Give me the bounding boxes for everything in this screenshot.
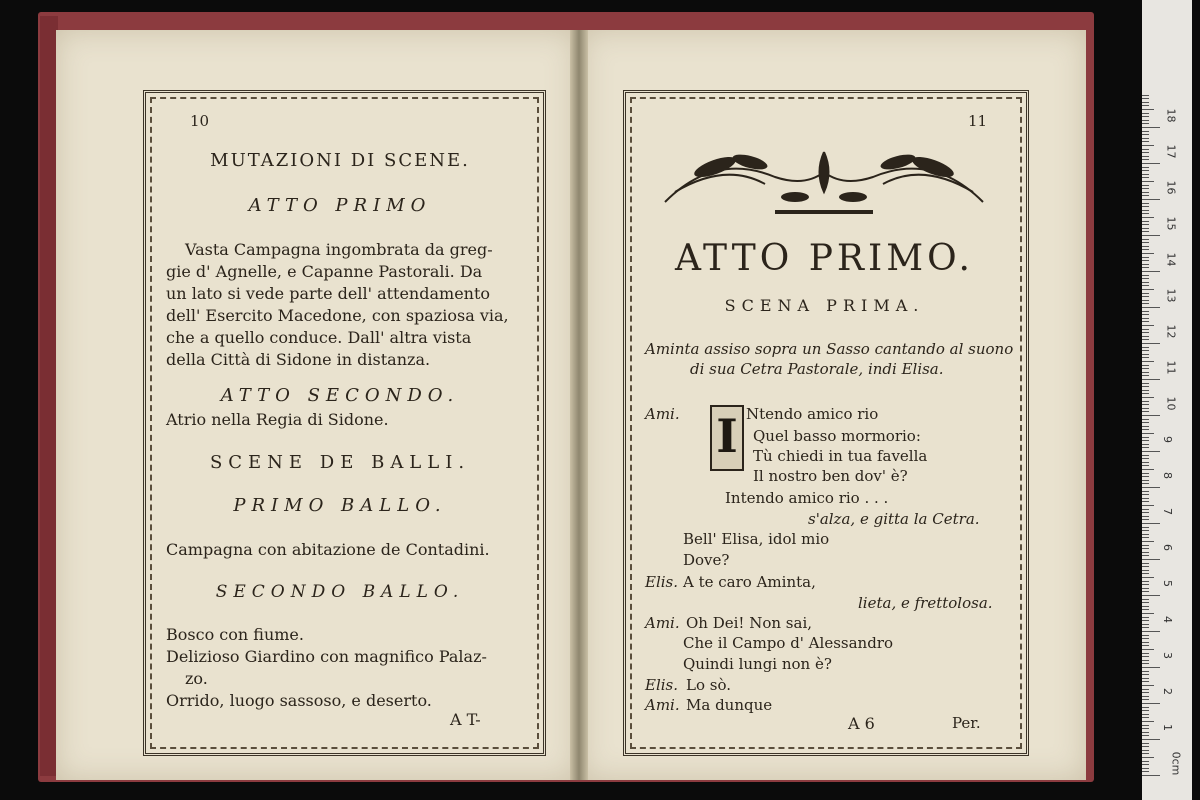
speaker-ami-1: Ami. [645, 405, 680, 423]
primo-ballo-text: Campagna con abitazione de Contadini. [166, 540, 490, 559]
ruler-minor-tick [1142, 408, 1149, 409]
verse-line-5: Intendo amico rio . . . [725, 489, 889, 507]
ruler-minor-tick [1142, 501, 1149, 502]
ruler-minor-tick [1142, 311, 1149, 312]
ruler-minor-tick [1142, 210, 1149, 211]
ruler-minor-tick [1142, 505, 1154, 506]
ruler-minor-tick [1142, 145, 1154, 146]
ruler-minor-tick [1142, 372, 1149, 373]
ruler-minor-tick [1142, 141, 1149, 142]
ruler-minor-tick [1142, 530, 1149, 531]
ruler-label: 10 [1164, 396, 1178, 411]
act2-heading: ATTO SECONDO. [220, 385, 460, 406]
ruler-label: 16 [1164, 180, 1178, 195]
secondo-ballo-heading: SECONDO BALLO. [215, 582, 465, 602]
ruler-minor-tick [1142, 260, 1149, 261]
left-catchword: A T- [450, 710, 481, 729]
ruler-minor-tick [1142, 314, 1149, 315]
ruler-minor-tick [1142, 134, 1149, 135]
ruler-minor-tick [1142, 480, 1149, 481]
ruler-minor-tick [1142, 699, 1149, 700]
ruler-label: 11 [1164, 360, 1178, 375]
ruler-minor-tick [1142, 282, 1149, 283]
ruler-minor-tick [1142, 131, 1149, 132]
ruler-minor-tick [1142, 275, 1149, 276]
ruler-label: 14 [1164, 252, 1178, 267]
ruler-minor-tick [1142, 725, 1149, 726]
ruler-minor-tick [1142, 170, 1149, 171]
ruler-major-tick [1142, 631, 1160, 632]
ruler-minor-tick [1142, 660, 1149, 661]
act1-line-5: che a quello conduce. Dall' altra vista [166, 328, 472, 347]
verse-line-10: Che il Campo d' Alessandro [683, 634, 893, 652]
ruler-minor-tick [1142, 606, 1149, 607]
ruler-minor-tick [1142, 397, 1154, 398]
ruler-label: 8 [1161, 472, 1174, 479]
act1-line-1: Vasta Campagna ingombrata da greg- [185, 240, 493, 259]
ruler-minor-tick [1142, 365, 1149, 366]
ruler-minor-tick [1142, 462, 1149, 463]
speaker-ami-3: Ami. [645, 696, 680, 714]
ruler-minor-tick [1142, 599, 1149, 600]
ruler-minor-tick [1142, 638, 1149, 639]
ruler-minor-tick [1142, 498, 1149, 499]
verse-line-11: Quindi lungi non è? [683, 655, 832, 673]
ruler-major-tick [1142, 739, 1160, 740]
ruler-minor-tick [1142, 221, 1149, 222]
speaker-elis-2: Elis. [645, 676, 679, 694]
ruler-minor-tick [1142, 303, 1149, 304]
ruler-minor-tick [1142, 116, 1149, 117]
act1-heading: ATTO PRIMO [248, 195, 432, 216]
ruler-minor-tick [1142, 764, 1149, 765]
ruler-minor-tick [1142, 185, 1149, 186]
ruler-minor-tick [1142, 447, 1149, 448]
ruler-minor-tick [1142, 627, 1149, 628]
ruler-minor-tick [1142, 113, 1149, 114]
ruler-minor-tick [1142, 296, 1149, 297]
floral-ornament-headpiece [655, 132, 993, 224]
ruler-minor-tick [1142, 321, 1149, 322]
act1-line-2: gie d' Agnelle, e Capanne Pastorali. Da [166, 262, 483, 281]
ruler-minor-tick [1142, 527, 1149, 528]
ruler-minor-tick [1142, 674, 1149, 675]
ruler-minor-tick [1142, 537, 1149, 538]
ruler-minor-tick [1142, 743, 1149, 744]
ruler-minor-tick [1142, 465, 1149, 466]
verse-line-1: Ntendo amico rio [746, 405, 879, 423]
ruler-major-tick [1142, 415, 1160, 416]
direction-lieta: lieta, e frettolosa. [858, 594, 993, 612]
ruler-minor-tick [1142, 224, 1149, 225]
direction-rises: s'alza, e gitta la Cetra. [808, 510, 980, 528]
verse-line-8: A te caro Aminta, [683, 573, 816, 591]
ruler-minor-tick [1142, 375, 1149, 376]
ruler-minor-tick [1142, 645, 1149, 646]
ruler-minor-tick [1142, 642, 1149, 643]
ruler-minor-tick [1142, 541, 1154, 542]
ruler-minor-tick [1142, 455, 1149, 456]
ruler-minor-tick [1142, 264, 1149, 265]
ruler-minor-tick [1142, 534, 1149, 535]
right-page-number: 11 [968, 112, 988, 130]
act1-line-6: della Città di Sidone in distanza. [166, 350, 431, 369]
ruler-minor-tick [1142, 552, 1149, 553]
ruler-minor-tick [1142, 192, 1149, 193]
ruler-minor-tick [1142, 213, 1149, 214]
ruler-minor-tick [1142, 246, 1149, 247]
ruler-minor-tick [1142, 761, 1149, 762]
ruler-minor-tick [1142, 617, 1149, 618]
ruler-minor-tick [1142, 473, 1149, 474]
ruler-minor-tick [1142, 368, 1149, 369]
ruler-minor-tick [1142, 401, 1149, 402]
ruler-minor-tick [1142, 195, 1149, 196]
ruler-minor-tick [1142, 469, 1154, 470]
ruler-minor-tick [1142, 336, 1149, 337]
ruler-minor-tick [1142, 573, 1149, 574]
ruler-label: 1 [1161, 724, 1174, 731]
ruler-minor-tick [1142, 390, 1149, 391]
ruler-minor-tick [1142, 174, 1149, 175]
verse-line-3: Tù chiedi in tua favella [753, 447, 928, 465]
ruler-minor-tick [1142, 728, 1149, 729]
ruler-minor-tick [1142, 325, 1154, 326]
ruler-minor-tick [1142, 563, 1149, 564]
book-gutter [570, 30, 588, 780]
scene-title: SCENA PRIMA. [724, 296, 925, 315]
ruler-minor-tick [1142, 692, 1149, 693]
ruler-label: 18 [1164, 108, 1178, 123]
ruler-minor-tick [1142, 696, 1149, 697]
signature-mark: A 6 [848, 714, 875, 733]
ruler-minor-tick [1142, 750, 1149, 751]
ruler-minor-tick [1142, 757, 1154, 758]
ruler-minor-tick [1142, 231, 1149, 232]
ruler-minor-tick [1142, 239, 1149, 240]
verse-line-2: Quel basso mormorio: [753, 427, 921, 445]
secondo-ballo-line-3: zo. [185, 669, 208, 688]
ruler-minor-tick [1142, 339, 1149, 340]
ruler-minor-tick [1142, 656, 1149, 657]
ruler-minor-tick [1142, 102, 1149, 103]
verse-line-7: Dove? [683, 551, 730, 569]
ruler-minor-tick [1142, 721, 1154, 722]
speaker-ami-2: Ami. [645, 614, 680, 632]
ruler-minor-tick [1142, 685, 1154, 686]
ruler-minor-tick [1142, 138, 1149, 139]
ruler-minor-tick [1142, 577, 1154, 578]
ruler-minor-tick [1142, 267, 1149, 268]
ruler-minor-tick [1142, 188, 1149, 189]
secondo-ballo-line-4: Orrido, luogo sassoso, e deserto. [166, 691, 432, 710]
ruler-minor-tick [1142, 167, 1149, 168]
ruler-minor-tick [1142, 293, 1149, 294]
ruler-label: 17 [1164, 144, 1178, 159]
ruler-label: 13 [1164, 288, 1178, 303]
ruler-major-tick [1142, 235, 1160, 236]
ruler-minor-tick [1142, 566, 1149, 567]
ruler-minor-tick [1142, 588, 1149, 589]
ruler-minor-tick [1142, 203, 1149, 204]
ruler-minor-tick [1142, 609, 1149, 610]
right-catchword: Per. [952, 714, 981, 732]
ruler-label: 9 [1161, 436, 1174, 443]
ruler-minor-tick [1142, 228, 1149, 229]
ruler-minor-tick [1142, 156, 1149, 157]
ruler-minor-tick [1142, 217, 1154, 218]
ruler-minor-tick [1142, 152, 1149, 153]
act-title: ATTO PRIMO. [675, 238, 974, 279]
ruler-minor-tick [1142, 347, 1149, 348]
left-page-number: 10 [190, 112, 210, 130]
ruler-minor-tick [1142, 717, 1149, 718]
ruler-minor-tick [1142, 350, 1149, 351]
ruler-minor-tick [1142, 411, 1149, 412]
ruler-minor-tick [1142, 494, 1149, 495]
ruler-minor-tick [1142, 109, 1154, 110]
secondo-ballo-line-1: Bosco con fiume. [166, 625, 304, 644]
ruler-minor-tick [1142, 732, 1149, 733]
ruler-minor-tick [1142, 300, 1149, 301]
ruler-label: 0cm [1169, 751, 1183, 776]
ruler-minor-tick [1142, 159, 1149, 160]
ruler-minor-tick [1142, 548, 1149, 549]
ruler-minor-tick [1142, 253, 1154, 254]
ruler-minor-tick [1142, 285, 1149, 286]
ruler-minor-tick [1142, 516, 1149, 517]
ruler-minor-tick [1142, 714, 1149, 715]
ruler-minor-tick [1142, 393, 1149, 394]
ruler-minor-tick [1142, 671, 1149, 672]
ruler-minor-tick [1142, 620, 1149, 621]
ruler-major-tick [1142, 199, 1160, 200]
ruler-minor-tick [1142, 206, 1149, 207]
ruler-minor-tick [1142, 602, 1149, 603]
ruler-minor-tick [1142, 768, 1149, 769]
ruler-minor-tick [1142, 419, 1149, 420]
measurement-ruler [1142, 0, 1192, 800]
ruler-minor-tick [1142, 422, 1149, 423]
ruler-minor-tick [1142, 437, 1149, 438]
ruler-minor-tick [1142, 95, 1149, 96]
ruler-major-tick [1142, 127, 1160, 128]
stage-direction-1: Aminta assiso sopra un Sasso cantando al suono [645, 340, 1014, 358]
ruler-label: 6 [1161, 544, 1174, 551]
ruler-minor-tick [1142, 120, 1149, 121]
ruler-minor-tick [1142, 491, 1149, 492]
act2-text: Atrio nella Regia di Sidone. [166, 410, 389, 429]
secondo-ballo-line-2: Delizioso Giardino con magnifico Palaz- [166, 647, 487, 666]
ruler-major-tick [1142, 163, 1160, 164]
ruler-minor-tick [1142, 386, 1149, 387]
ruler-minor-tick [1142, 357, 1149, 358]
ruler-label: 3 [1161, 652, 1174, 659]
ruler-minor-tick [1142, 149, 1149, 150]
ruler-major-tick [1142, 307, 1160, 308]
ruler-minor-tick [1142, 329, 1149, 330]
ruler-major-tick [1142, 703, 1160, 704]
ruler-major-tick [1142, 487, 1160, 488]
ruler-minor-tick [1142, 440, 1149, 441]
ruler-major-tick [1142, 451, 1160, 452]
ruler-minor-tick [1142, 426, 1149, 427]
ruler-minor-tick [1142, 429, 1149, 430]
ruler-minor-tick [1142, 249, 1149, 250]
left-page-title: MUTAZIONI DI SCENE. [210, 150, 470, 171]
verse-line-6: Bell' Elisa, idol mio [683, 530, 830, 548]
act1-line-4: dell' Esercito Macedone, con spaziosa via, [166, 306, 509, 325]
ruler-minor-tick [1142, 663, 1149, 664]
ruler-minor-tick [1142, 444, 1149, 445]
ruler-major-tick [1142, 559, 1160, 560]
ruler-minor-tick [1142, 746, 1149, 747]
ruler-minor-tick [1142, 584, 1149, 585]
ruler-minor-tick [1142, 318, 1149, 319]
ruler-minor-tick [1142, 404, 1149, 405]
ruler-major-tick [1142, 523, 1160, 524]
ruler-label: 7 [1161, 508, 1174, 515]
speaker-elis-1: Elis. [645, 573, 679, 591]
ruler-minor-tick [1142, 181, 1154, 182]
balli-heading: SCENE DE BALLI. [209, 452, 471, 473]
act1-line-3: un lato si vede parte dell' attendamento [166, 284, 491, 303]
ruler-minor-tick [1142, 383, 1149, 384]
ruler-major-tick [1142, 595, 1160, 596]
ruler-minor-tick [1142, 257, 1149, 258]
drop-capital: I [710, 405, 744, 471]
ruler-major-tick [1142, 667, 1160, 668]
ruler-major-tick [1142, 343, 1160, 344]
ruler-minor-tick [1142, 653, 1149, 654]
verse-line-13: Ma dunque [686, 696, 773, 714]
ruler-minor-tick [1142, 555, 1149, 556]
ruler-minor-tick [1142, 710, 1149, 711]
ruler-minor-tick [1142, 624, 1149, 625]
ruler-minor-tick [1142, 519, 1149, 520]
primo-ballo-heading: PRIMO BALLO. [233, 495, 447, 516]
verse-line-9: Oh Dei! Non sai, [686, 614, 813, 632]
ruler-major-tick [1142, 271, 1160, 272]
ruler-minor-tick [1142, 591, 1149, 592]
ruler-minor-tick [1142, 177, 1149, 178]
verse-line-4: Il nostro ben dov' è? [753, 467, 908, 485]
ruler-minor-tick [1142, 512, 1149, 513]
ruler-minor-tick [1142, 509, 1149, 510]
ruler-minor-tick [1142, 771, 1149, 772]
ruler-minor-tick [1142, 681, 1149, 682]
ruler-minor-tick [1142, 649, 1154, 650]
ruler-minor-tick [1142, 545, 1149, 546]
verse-line-12: Lo sò. [686, 676, 731, 694]
ruler-minor-tick [1142, 123, 1149, 124]
ruler-minor-tick [1142, 613, 1154, 614]
ruler-label: 5 [1161, 580, 1174, 587]
ruler-minor-tick [1142, 735, 1149, 736]
ruler-minor-tick [1142, 581, 1149, 582]
ruler-label: 15 [1164, 216, 1178, 231]
ruler-major-tick [1142, 379, 1160, 380]
ruler-major-tick [1142, 775, 1160, 776]
ruler-minor-tick [1142, 483, 1149, 484]
ruler-label: 2 [1161, 688, 1174, 695]
ruler-minor-tick [1142, 242, 1149, 243]
ruler-minor-tick [1142, 635, 1149, 636]
ruler-minor-tick [1142, 332, 1149, 333]
ruler-minor-tick [1142, 354, 1149, 355]
ruler-label: 4 [1161, 616, 1174, 623]
ruler-minor-tick [1142, 361, 1154, 362]
ruler-minor-tick [1142, 98, 1149, 99]
ruler-minor-tick [1142, 570, 1149, 571]
ruler-minor-tick [1142, 678, 1149, 679]
ruler-label: 12 [1164, 324, 1178, 339]
ruler-minor-tick [1142, 433, 1154, 434]
ruler-minor-tick [1142, 476, 1149, 477]
ruler-minor-tick [1142, 289, 1154, 290]
ruler-minor-tick [1142, 105, 1149, 106]
ruler-minor-tick [1142, 458, 1149, 459]
ruler-minor-tick [1142, 278, 1149, 279]
ruler-minor-tick [1142, 689, 1149, 690]
stage-direction-2: di sua Cetra Pastorale, indi Elisa. [690, 360, 944, 378]
ruler-minor-tick [1142, 707, 1149, 708]
ruler-minor-tick [1142, 753, 1149, 754]
